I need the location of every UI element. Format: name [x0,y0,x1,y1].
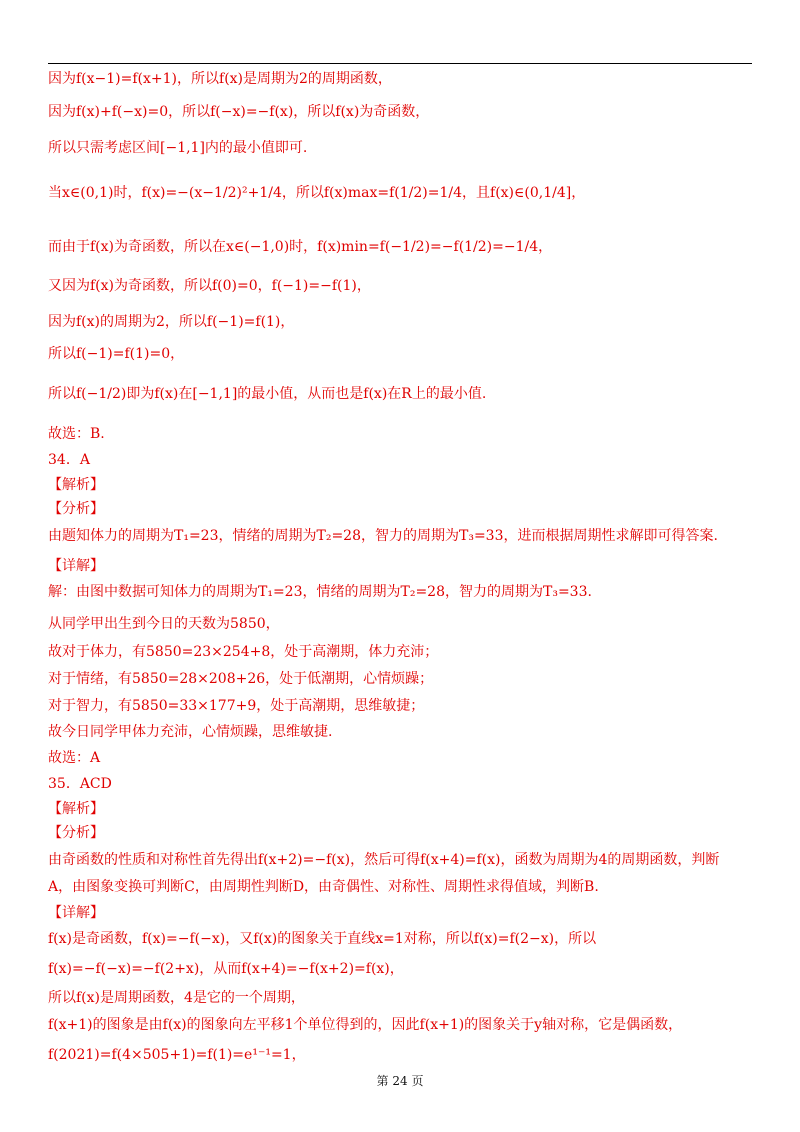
text-line: 因为f(x−1)=f(x+1)，所以f(x)是周期为2的周期函数， [48,71,392,87]
text-line: A，由图象变换可判断C，由周期性判断D，由奇偶性、对称性、周期性求得值域，判断B. [48,879,599,895]
text-line: 而由于f(x)为奇函数，所以在x∈(−1,0)时，f(x)min=f(−1/2)=−f(1/2)=−1/4， [48,239,553,255]
text-line: 从同学甲出生到今日的天数为5850， [48,616,280,632]
text-line: 因为f(x)+f(−x)=0，所以f(−x)=−f(x)，所以f(x)为奇函数， [48,104,430,120]
text-line: 故今日同学甲体力充沛，心情烦躁，思维敏捷. [48,724,333,740]
text-line: 由奇函数的性质和对称性首先得出f(x+2)=−f(x)，然后可得f(x+4)=f(x)，函数为周期为4的周期函数，判断 [48,852,720,868]
text-line: 因为f(x)的周期为2，所以f(−1)=f(1)， [48,314,295,330]
text-line: 故对于体力，有5850=23×254+8，处于高潮期，体力充沛； [48,644,439,660]
section-label: 【分析】 [48,825,104,841]
section-label: 【详解】 [48,905,104,921]
text-line: 所以f(x)是周期函数，4是它的一个周期， [48,990,305,1006]
question-number: 34．A [48,452,90,468]
text-line: 解：由图中数据可知体力的周期为T₁=23，情绪的周期为T₂=28，智力的周期为T₃=33. [48,584,592,600]
header-rule [48,63,752,64]
text-line: 故选：A [48,750,101,766]
text-line: 对于智力，有5850=33×177+9，处于高潮期，思维敏捷； [48,698,425,714]
page-number: 第 24 页 [376,1074,424,1088]
text-line: 当x∈(0,1)时，f(x)=−(x−1/2)²+1/4，所以f(x)max=f(1/2)=1/4，且f(x)∈(0,1/4]， [48,185,586,201]
text-line: f(x)=−f(−x)=−f(2+x)，从而f(x+4)=−f(x+2)=f(x)， [48,961,404,977]
text-line: 故选：B. [48,426,105,442]
section-label: 【详解】 [48,558,104,574]
text-line: 对于情绪，有5850=28×208+26，处于低潮期，心情烦躁； [48,671,434,687]
section-label: 【解析】 [48,801,104,817]
question-number: 35．ACD [48,776,112,792]
text-line: 所以只需考虑区间[−1,1]内的最小值即可. [48,140,308,156]
text-line: 又因为f(x)为奇函数，所以f(0)=0，f(−1)=−f(1)， [48,278,371,294]
text-line: f(x)是奇函数，f(x)=−f(−x)，又f(x)的图象关于直线x=1对称，所以f(x)=f(2−x)，所以 [48,931,597,947]
text-line: 由题知体力的周期为T₁=23，情绪的周期为T₂=28，智力的周期为T₃=33，进而根据周期性求解即可得答案. [48,528,718,544]
text-line: 所以f(−1)=f(1)=0， [48,346,185,362]
text-line: f(x+1)的图象是由f(x)的图象向左平移1个单位得到的，因此f(x+1)的图象关于y轴对称，它是偶函数， [48,1017,683,1033]
section-label: 【分析】 [48,501,104,517]
text-line: 所以f(−1/2)即为f(x)在[−1,1]的最小值，从而也是f(x)在R上的最小值. [48,386,487,402]
text-line: f(2021)=f(4×505+1)=f(1)=e¹⁻¹=1， [48,1047,306,1063]
section-label: 【解析】 [48,477,104,493]
